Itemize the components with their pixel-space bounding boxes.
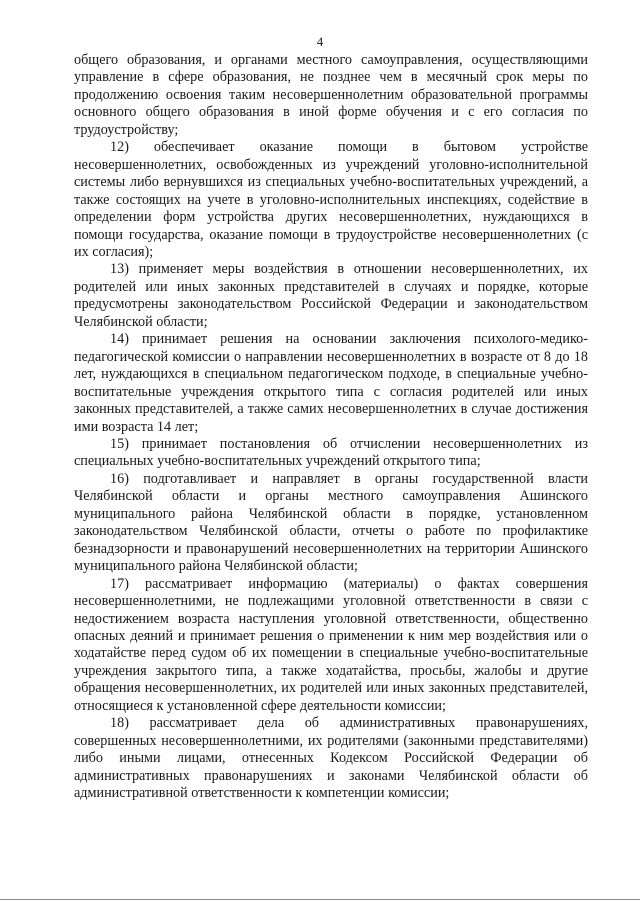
paragraph-continuation: общего образования, и органами местного самоуправления, осуществляющими управление в сфере образования, не позднее чем в месячный срок меры по продолжению освоения таким несовершеннолетним образовательной программы основного общего образования в иной форме обучения и с его согласия по трудоустройству; — [74, 52, 588, 138]
paragraph-item-17: 17) рассматривает информацию (материалы) о фактах совершения несовершеннолетними, не подлежащими уголовной ответственности в связи с недостижением возраста наступления уголовной ответственности, общественно опасных деяний и принимает решения о применении к ним мер воздействия или о ходатайстве перед судом об их помещении в специальные учебно-воспитательные учреждения закрытого типа, а также ходатайства, просьбы, жалобы и другие обращения несовершеннолетних, их родителей или иных законных представителей, относящиеся к установленной сфере деятельности комиссии; — [74, 575, 588, 714]
paragraph-item-16: 16) подготавливает и направляет в органы государственной власти Челябинской области и органы местного самоуправления Ашинского муниципального района Челябинской области в порядке, установленном законодательством Челябинской области, отчеты о работе по профилактике безнадзорности и правонарушений несовершеннолетних на территории Ашинского муниципального района Челябинской области; — [74, 470, 588, 575]
document-body — [74, 52, 588, 802]
scan-bottom-edge — [0, 899, 640, 900]
paragraph-item-14: 14) принимает решения на основании заключения психолого-медико-педагогической комиссии о направлении несовершеннолетних в возрасте от 8 до 18 лет, нуждающихся в специальном педагогическом подходе, в специальные учебно-воспитательные учреждения открытого типа с согласия родителей или иных законных представителей, а также самих несовершеннолетних в случае достижения ими возраста 14 лет; — [74, 331, 588, 435]
paragraph-item-15: 15) принимает постановления об отчислении несовершеннолетних из специальных учебно-воспитательных учреждений открытого типа; — [74, 435, 588, 470]
paragraph-item-13: 13) применяет меры воздействия в отношении несовершеннолетних, их родителей или иных законных представителей в случаях и порядке, которые предусмотрены законодательством Российской Федерации и законодательством Челябинской области; — [74, 261, 588, 330]
paragraph-item-18: 18) рассматривает дела об административных правонарушениях, совершенных несовершеннолетними, их родителями (законными представителями) либо иными лицами, отнесенных Кодексом Российской Федерации об административных правонарушениях и законами Челябинской области об административной ответственности к компетенции комиссии; — [74, 715, 588, 802]
page-number: 4 — [316, 34, 324, 49]
paragraph-item-12: 12) обеспечивает оказание помощи в бытовом устройстве несовершеннолетних, освобожденных из учреждений уголовно-исполнительной системы либо вернувшихся из специальных учебно-воспитательных учреждений, а также состоящих на учете в уголовно-исполнительных инспекциях, содействие в определении форм устройства других несовершеннолетних, нуждающихся в помощи государства, оказание помощи в трудоустройстве несовершеннолетних (с их согласия); — [74, 139, 588, 260]
